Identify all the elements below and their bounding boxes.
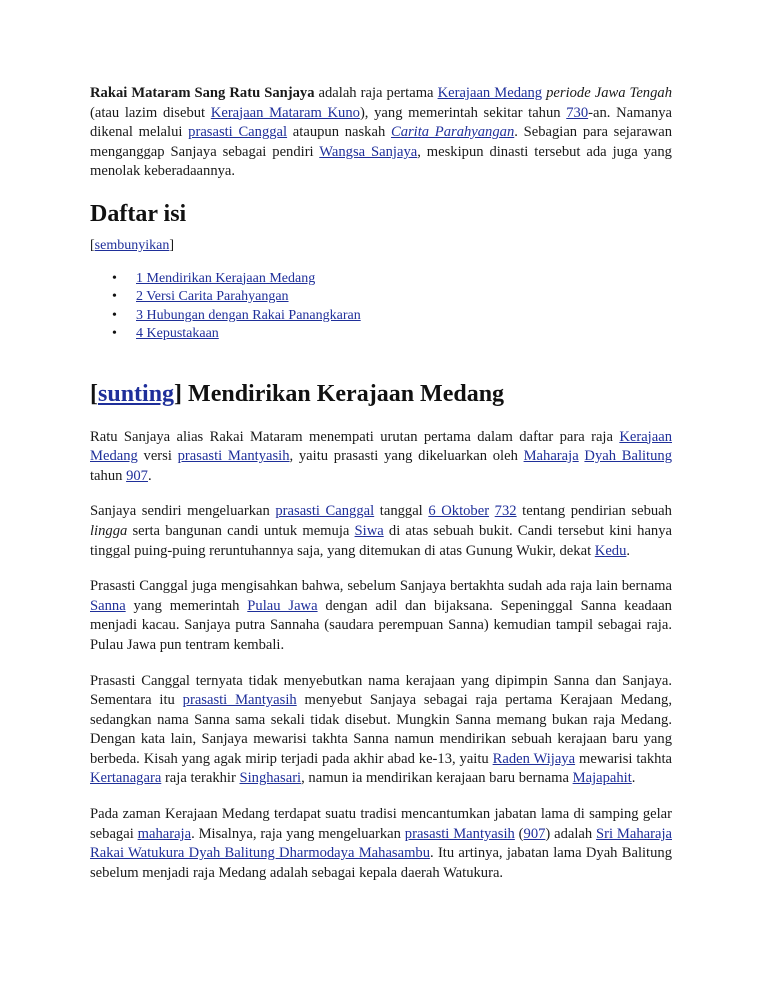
bullet-icon: • xyxy=(112,326,117,342)
intro-paragraph xyxy=(90,84,672,182)
link-730[interactable]: 730 xyxy=(566,104,589,121)
intro-text: ), yang memerintah sekitar tahun xyxy=(359,104,567,121)
section-edit-bracket: [ xyxy=(90,380,98,407)
paragraph-text: , namun ia mendirikan kerajaan baru bernama xyxy=(301,770,573,787)
paragraph-text: Ratu Sanjaya alias Rakai Mataram menempati urutan pertama dalam daftar para raja xyxy=(90,428,620,445)
section-edit-bracket: ] xyxy=(174,380,183,407)
paragraph-text: ) adalah xyxy=(545,825,597,842)
link-sri-maharaja[interactable]: Sri Maharaja Rakai Watukura Dyah Balitung Dharmodaya Mahasambu xyxy=(90,825,672,862)
section-title: Mendirikan Kerajaan Medang xyxy=(182,380,505,407)
link-907[interactable]: 907 xyxy=(523,825,546,842)
paragraph-text: Prasasti Canggal ternyata tidak menyebutkan nama kerajaan yang dipimpin Sanna dan Sanjaya. Sementara itu xyxy=(90,672,672,709)
paragraph-text: . Itu artinya, jabatan lama Dyah Balitung sebelum menjadi raja Medang adalah sebagai kepala daerah Watukura. xyxy=(90,845,672,881)
toc-list xyxy=(90,270,672,344)
paragraph-text: mewarisi takhta xyxy=(575,750,673,767)
intro-text: ataupun naskah xyxy=(287,124,391,141)
link-prasasti-mantyasih[interactable]: prasasti Mantyasih xyxy=(182,692,297,709)
toc-item xyxy=(112,307,672,326)
paragraph-text: Pada zaman Kerajaan Medang terdapat suatu tradisi mencantumkan jabatan lama di samping gelar sebagai xyxy=(90,806,672,842)
link-732[interactable]: 732 xyxy=(494,503,517,520)
link-kertanagara[interactable]: Kertanagara xyxy=(90,770,162,787)
toc-item xyxy=(112,288,672,307)
paragraph-text: menyebut Sanjaya sebagai raja pertama Kerajaan Medang, sedangkan nama Sanna sama sekali tidak disebut. Mungkin Sanna memang bukan raja Medang. Dengan kata lain, Sanjaya mewarisi takhta Sanna namun mendirikan sebuah kerajaan baru yang berbeda. Kisah yang agak mirip terjadi pada akhir abad ke-13, yaitu xyxy=(90,692,672,767)
paragraph-text: dengan adil dan bijaksana. Sepeninggal Sanna keadaan menjadi kacau. Sanjaya putra Sannaha (saudara perempuan Sanna) kemudian tampil sebagai raja. Pulau Jawa pun tentram kembali. xyxy=(90,597,672,653)
paragraph-text: . xyxy=(147,467,152,484)
link-kerajaan-mataram-kuno[interactable]: Kerajaan Mataram Kuno xyxy=(210,104,360,121)
intro-text: adalah raja pertama xyxy=(314,85,438,101)
toc-item xyxy=(112,270,672,289)
paragraph-text: serta bangunan candi untuk memuja xyxy=(127,522,355,539)
toc-toggle-bracket: ] xyxy=(169,237,174,253)
link-prasasti-mantyasih[interactable]: prasasti Mantyasih xyxy=(404,825,515,842)
intro-text: (atau lazim disebut xyxy=(90,104,211,121)
paragraph-text: , yaitu prasasti yang dikeluarkan oleh xyxy=(289,448,524,465)
toc-item xyxy=(112,325,672,344)
toc-link-2[interactable]: 2 Versi Carita Parahyangan xyxy=(136,289,289,305)
paragraph-1 xyxy=(90,428,672,487)
link-majapahit[interactable]: Majapahit xyxy=(572,770,632,787)
bullet-icon: • xyxy=(112,289,117,305)
link-prasasti-canggal[interactable]: prasasti Canggal xyxy=(275,503,375,520)
paragraph-text: . xyxy=(626,542,631,559)
link-siwa[interactable]: Siwa xyxy=(354,522,384,539)
intro-title-bold: Rakai Mataram Sang Ratu Sanjaya xyxy=(90,85,315,101)
link-kerajaan-medang[interactable]: Kerajaan Medang xyxy=(437,85,543,101)
intro-italic-periode: periode Jawa Tengah xyxy=(546,85,672,101)
paragraph-3 xyxy=(90,577,672,655)
bullet-icon: • xyxy=(112,307,117,323)
link-pulau-jawa[interactable]: Pulau Jawa xyxy=(247,597,318,614)
section-body xyxy=(90,428,672,884)
paragraph-4 xyxy=(90,672,672,790)
intro-text: -an. Namanya dikenal melalui xyxy=(90,104,673,141)
paragraph-text: tahun xyxy=(90,467,127,484)
paragraph-text: Prasasti Canggal juga mengisahkan bahwa, sebelum Sanjaya bertakhta sudah ada raja lain bernama xyxy=(90,578,672,595)
link-dyah-balitung[interactable]: Dyah Balitung xyxy=(584,448,672,465)
section-edit-link[interactable]: sunting xyxy=(98,380,175,407)
article xyxy=(90,84,672,883)
paragraph-text: versi xyxy=(137,448,178,465)
paragraph-text: . Misalnya, raja yang mengeluarkan xyxy=(191,825,405,842)
paragraph-text: raja terakhir xyxy=(161,770,240,787)
link-prasasti-mantyasih[interactable]: prasasti Mantyasih xyxy=(177,448,290,465)
paragraph-text: yang memerintah xyxy=(125,597,248,614)
link-raden-wijaya[interactable]: Raden Wijaya xyxy=(492,750,576,767)
link-wangsa-sanjaya[interactable]: Wangsa Sanjaya xyxy=(319,143,418,160)
toc-hide-link[interactable]: sembunyikan xyxy=(94,237,170,253)
paragraph-text: tanggal xyxy=(374,503,429,520)
link-sanna[interactable]: Sanna xyxy=(90,597,126,614)
toc-link-1[interactable]: 1 Mendirikan Kerajaan Medang xyxy=(136,270,316,286)
link-maharaja[interactable]: maharaja xyxy=(137,825,192,842)
toc-toggle xyxy=(90,236,672,256)
toc-heading: Daftar isi xyxy=(90,200,187,227)
toc-link-4[interactable]: 4 Kepustakaan xyxy=(136,326,219,342)
link-907[interactable]: 907 xyxy=(126,467,148,484)
intro-text: . Sebagian para sejarawan menganggap Sanjaya sebagai pendiri xyxy=(90,124,672,160)
link-prasasti-canggal[interactable]: prasasti Canggal xyxy=(188,124,288,141)
paragraph-text: tentang pendirian sebuah xyxy=(516,503,672,520)
link-carita-parahyangan[interactable]: Carita Parahyangan xyxy=(390,124,515,141)
link-singhasari[interactable]: Singhasari xyxy=(239,770,302,787)
link-kerajaan-medang[interactable]: Kerajaan Medang xyxy=(90,428,672,465)
paragraph-5 xyxy=(90,805,672,883)
toc-toggle-bracket: [ xyxy=(90,237,95,253)
paragraph-2 xyxy=(90,502,672,561)
bullet-icon: • xyxy=(112,270,117,286)
link-6-oktober[interactable]: 6 Oktober xyxy=(428,503,490,520)
link-kedu[interactable]: Kedu xyxy=(594,542,627,559)
toc-link-3[interactable]: 3 Hubungan dengan Rakai Panangkaran xyxy=(136,307,361,323)
paragraph-text: . xyxy=(631,770,636,787)
link-maharaja[interactable]: Maharaja xyxy=(523,448,579,465)
paragraph-text: Sanjaya sendiri mengeluarkan xyxy=(90,503,276,520)
intro-text: , meskipun dinasti tersebut ada juga yang menolak keberadaannya. xyxy=(90,143,672,180)
italic-lingga: lingga xyxy=(90,522,128,539)
section-heading xyxy=(90,380,672,408)
paragraph-text: di atas sebuah bukit. Candi tersebut kini hanya tinggal puing-puing reruntuhannya saja, yang ditemukan di atas Gunung Wukir, dekat xyxy=(90,522,672,559)
paragraph-text: ( xyxy=(514,825,524,842)
